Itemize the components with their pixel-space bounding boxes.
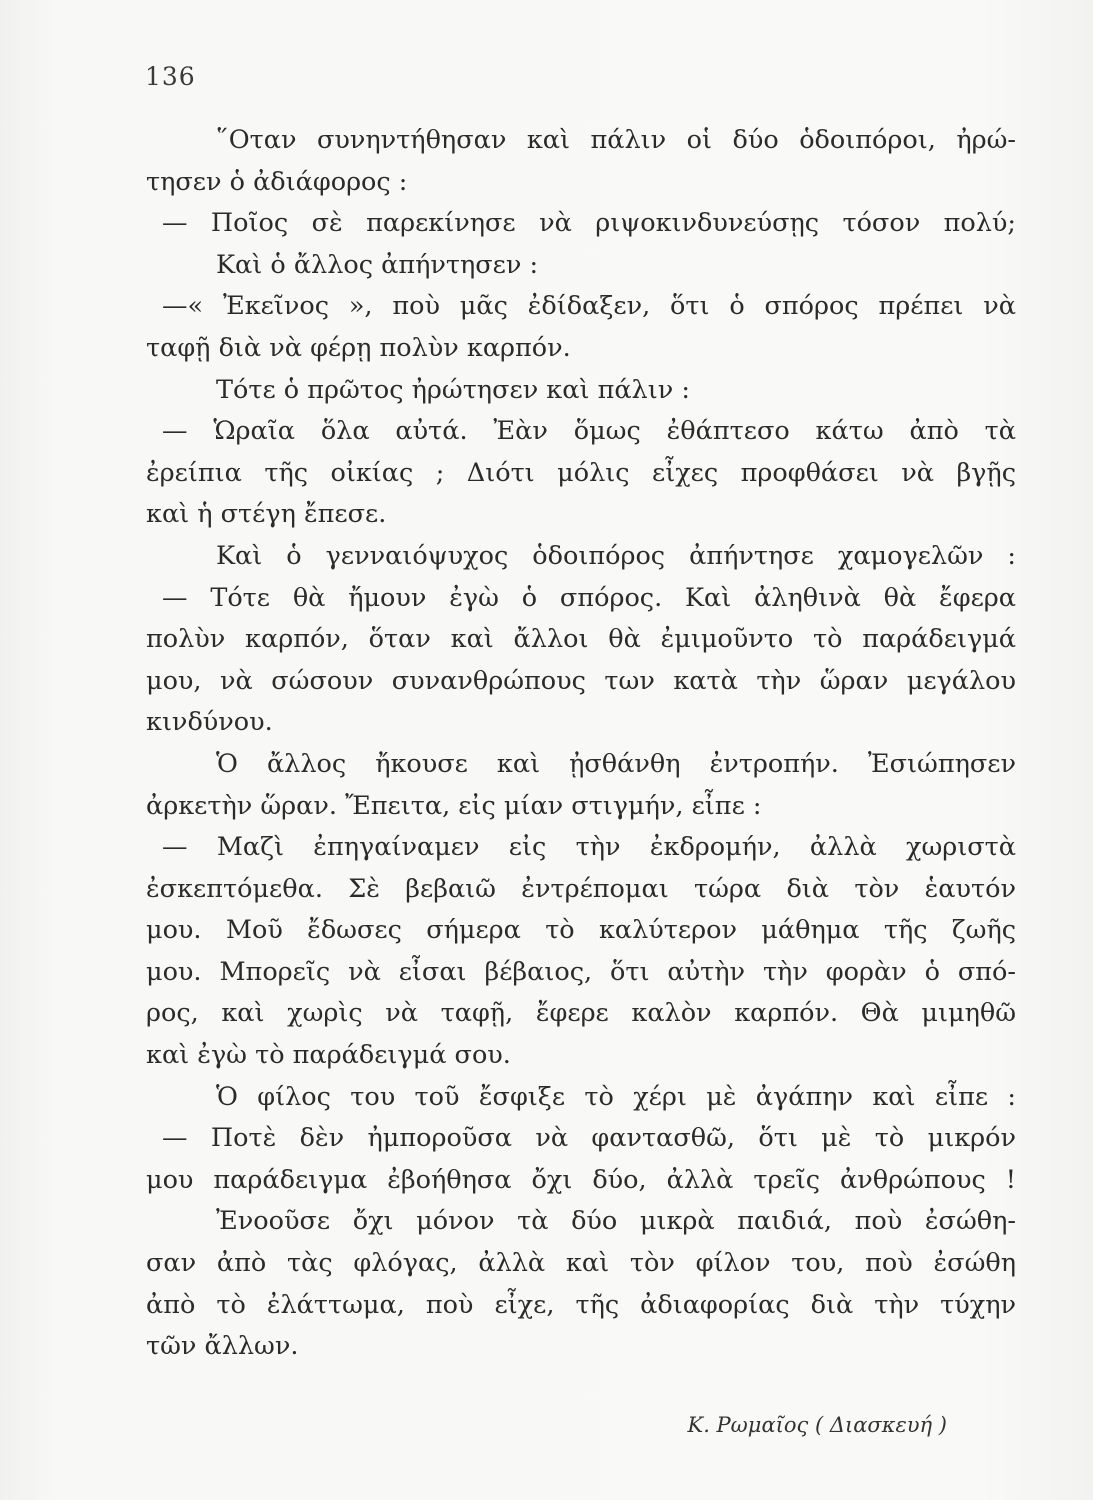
text-line: ἀρκετὴν ὥραν. Ἔπειτα, εἰς μίαν στιγμήν, εἶπε : <box>146 790 762 821</box>
story-text <box>146 120 1016 1368</box>
text-line: ἀπὸ τὸ ἐλάττωμα, ποὺ εἶχε, τῆς ἀδιαφορίας διὰ τὴν τύχην <box>146 1289 1016 1320</box>
text-line: ρος, καὶ χωρὶς νὰ ταφῇ, ἔφερε καλὸν καρπόν. Θὰ μιμηθῶ <box>146 998 1016 1029</box>
text-line: μου. Μπορεῖς νὰ εἶσαι βέβαιος, ὅτι αὐτὴν τὴν φορὰν ὁ σπό- <box>146 956 1016 987</box>
text-line: μου, νὰ σώσουν συνανθρώπους των κατὰ τὴν ὥραν μεγάλου <box>146 665 1016 696</box>
text-line: — Μαζὶ ἐπηγαίναμεν εἰς τὴν ἐκδρομήν, ἀλλὰ χωριστὰ <box>162 832 1016 863</box>
text-line: Καὶ ὁ γενναιόψυχος ὁδοιπόρος ἀπήντησε χαμογελῶν : <box>216 540 1016 571</box>
text-line: τησεν ὁ ἀδιάφορος : <box>146 166 408 197</box>
text-line: —« Ἐκεῖνος », ποὺ μᾶς ἐδίδαξεν, ὅτι ὁ σπόρος πρέπει νὰ <box>162 291 1016 322</box>
text-line: — Ὡραῖα ὅλα αὐτά. Ἐὰν ὅμως ἐθάπτεσο κάτω ἀπὸ τὰ <box>162 416 1016 447</box>
text-line: πολὺν καρπόν, ὅταν καὶ ἄλλοι θὰ ἐμιμοῦντο τὸ παράδειγμά <box>146 624 1016 655</box>
page-number: 136 <box>145 62 196 91</box>
text-line: ἐσκεπτόμεθα. Σὲ βεβαιῶ ἐντρέπομαι τώρα διὰ τὸν ἑαυτόν <box>146 873 1016 904</box>
text-line: καὶ ἐγὼ τὸ παράδειγμά σου. <box>146 1040 511 1071</box>
text-line: Ἐνοοῦσε ὄχι μόνον τὰ δύο μικρὰ παιδιά, ποὺ ἐσώθη- <box>216 1206 1016 1237</box>
text-line: τῶν ἄλλων. <box>146 1331 299 1362</box>
text-line: ἐρείπια τῆς οἰκίας ; Διότι μόλις εἶχες προφθάσει νὰ βγῇς <box>146 457 1016 488</box>
text-line: κινδύνου. <box>146 707 273 738</box>
text-line: Ὁ φίλος του τοῦ ἔσφιξε τὸ χέρι μὲ ἀγάπην καὶ εἶπε : <box>216 1081 1016 1112</box>
author-signature: Κ. Ρωμαῖος ( Διασκευή ) <box>687 1413 947 1437</box>
text-line: μου παράδειγμα ἐβοήθησα ὄχι δύο, ἀλλὰ τρεῖς ἀνθρώπους ! <box>146 1164 1016 1195</box>
text-line: σαν ἀπὸ τὰς φλόγας, ἀλλὰ καὶ τὸν φίλον του, ποὺ ἐσώθη <box>146 1248 1016 1279</box>
text-line: ῞Οταν συνηντήθησαν καὶ πάλιν οἱ δύο ὁδοιπόροι, ἠρώ- <box>216 125 1016 155</box>
text-line: καὶ ἡ στέγη ἔπεσε. <box>146 499 387 530</box>
text-line: — Ποῖος σὲ παρεκίνησε νὰ ριψοκινδυνεύσῃς τόσον πολύ; <box>162 208 1016 239</box>
text-line: Ὁ ἄλλος ἤκουσε καὶ ᾐσθάνθη ἐντροπήν. Ἐσιώπησεν <box>216 748 1016 779</box>
text-line: — Τότε θὰ ἤμουν ἐγὼ ὁ σπόρος. Καὶ ἀληθινὰ θὰ ἔφερα <box>162 582 1016 613</box>
text-line: — Ποτὲ δὲν ἠμποροῦσα νὰ φαντασθῶ, ὅτι μὲ τὸ μικρόν <box>162 1123 1016 1154</box>
text-line: Καὶ ὁ ἄλλος ἀπήντησεν : <box>216 249 539 280</box>
text-line: Τότε ὁ πρῶτος ἠρώτησεν καὶ πάλιν : <box>216 374 690 405</box>
text-line: μου. Μοῦ ἔδωσες σήμερα τὸ καλύτερον μάθημα τῆς ζωῆς <box>146 915 1016 946</box>
text-line: ταφῇ διὰ νὰ φέρῃ πολὺν καρπόν. <box>146 332 571 363</box>
